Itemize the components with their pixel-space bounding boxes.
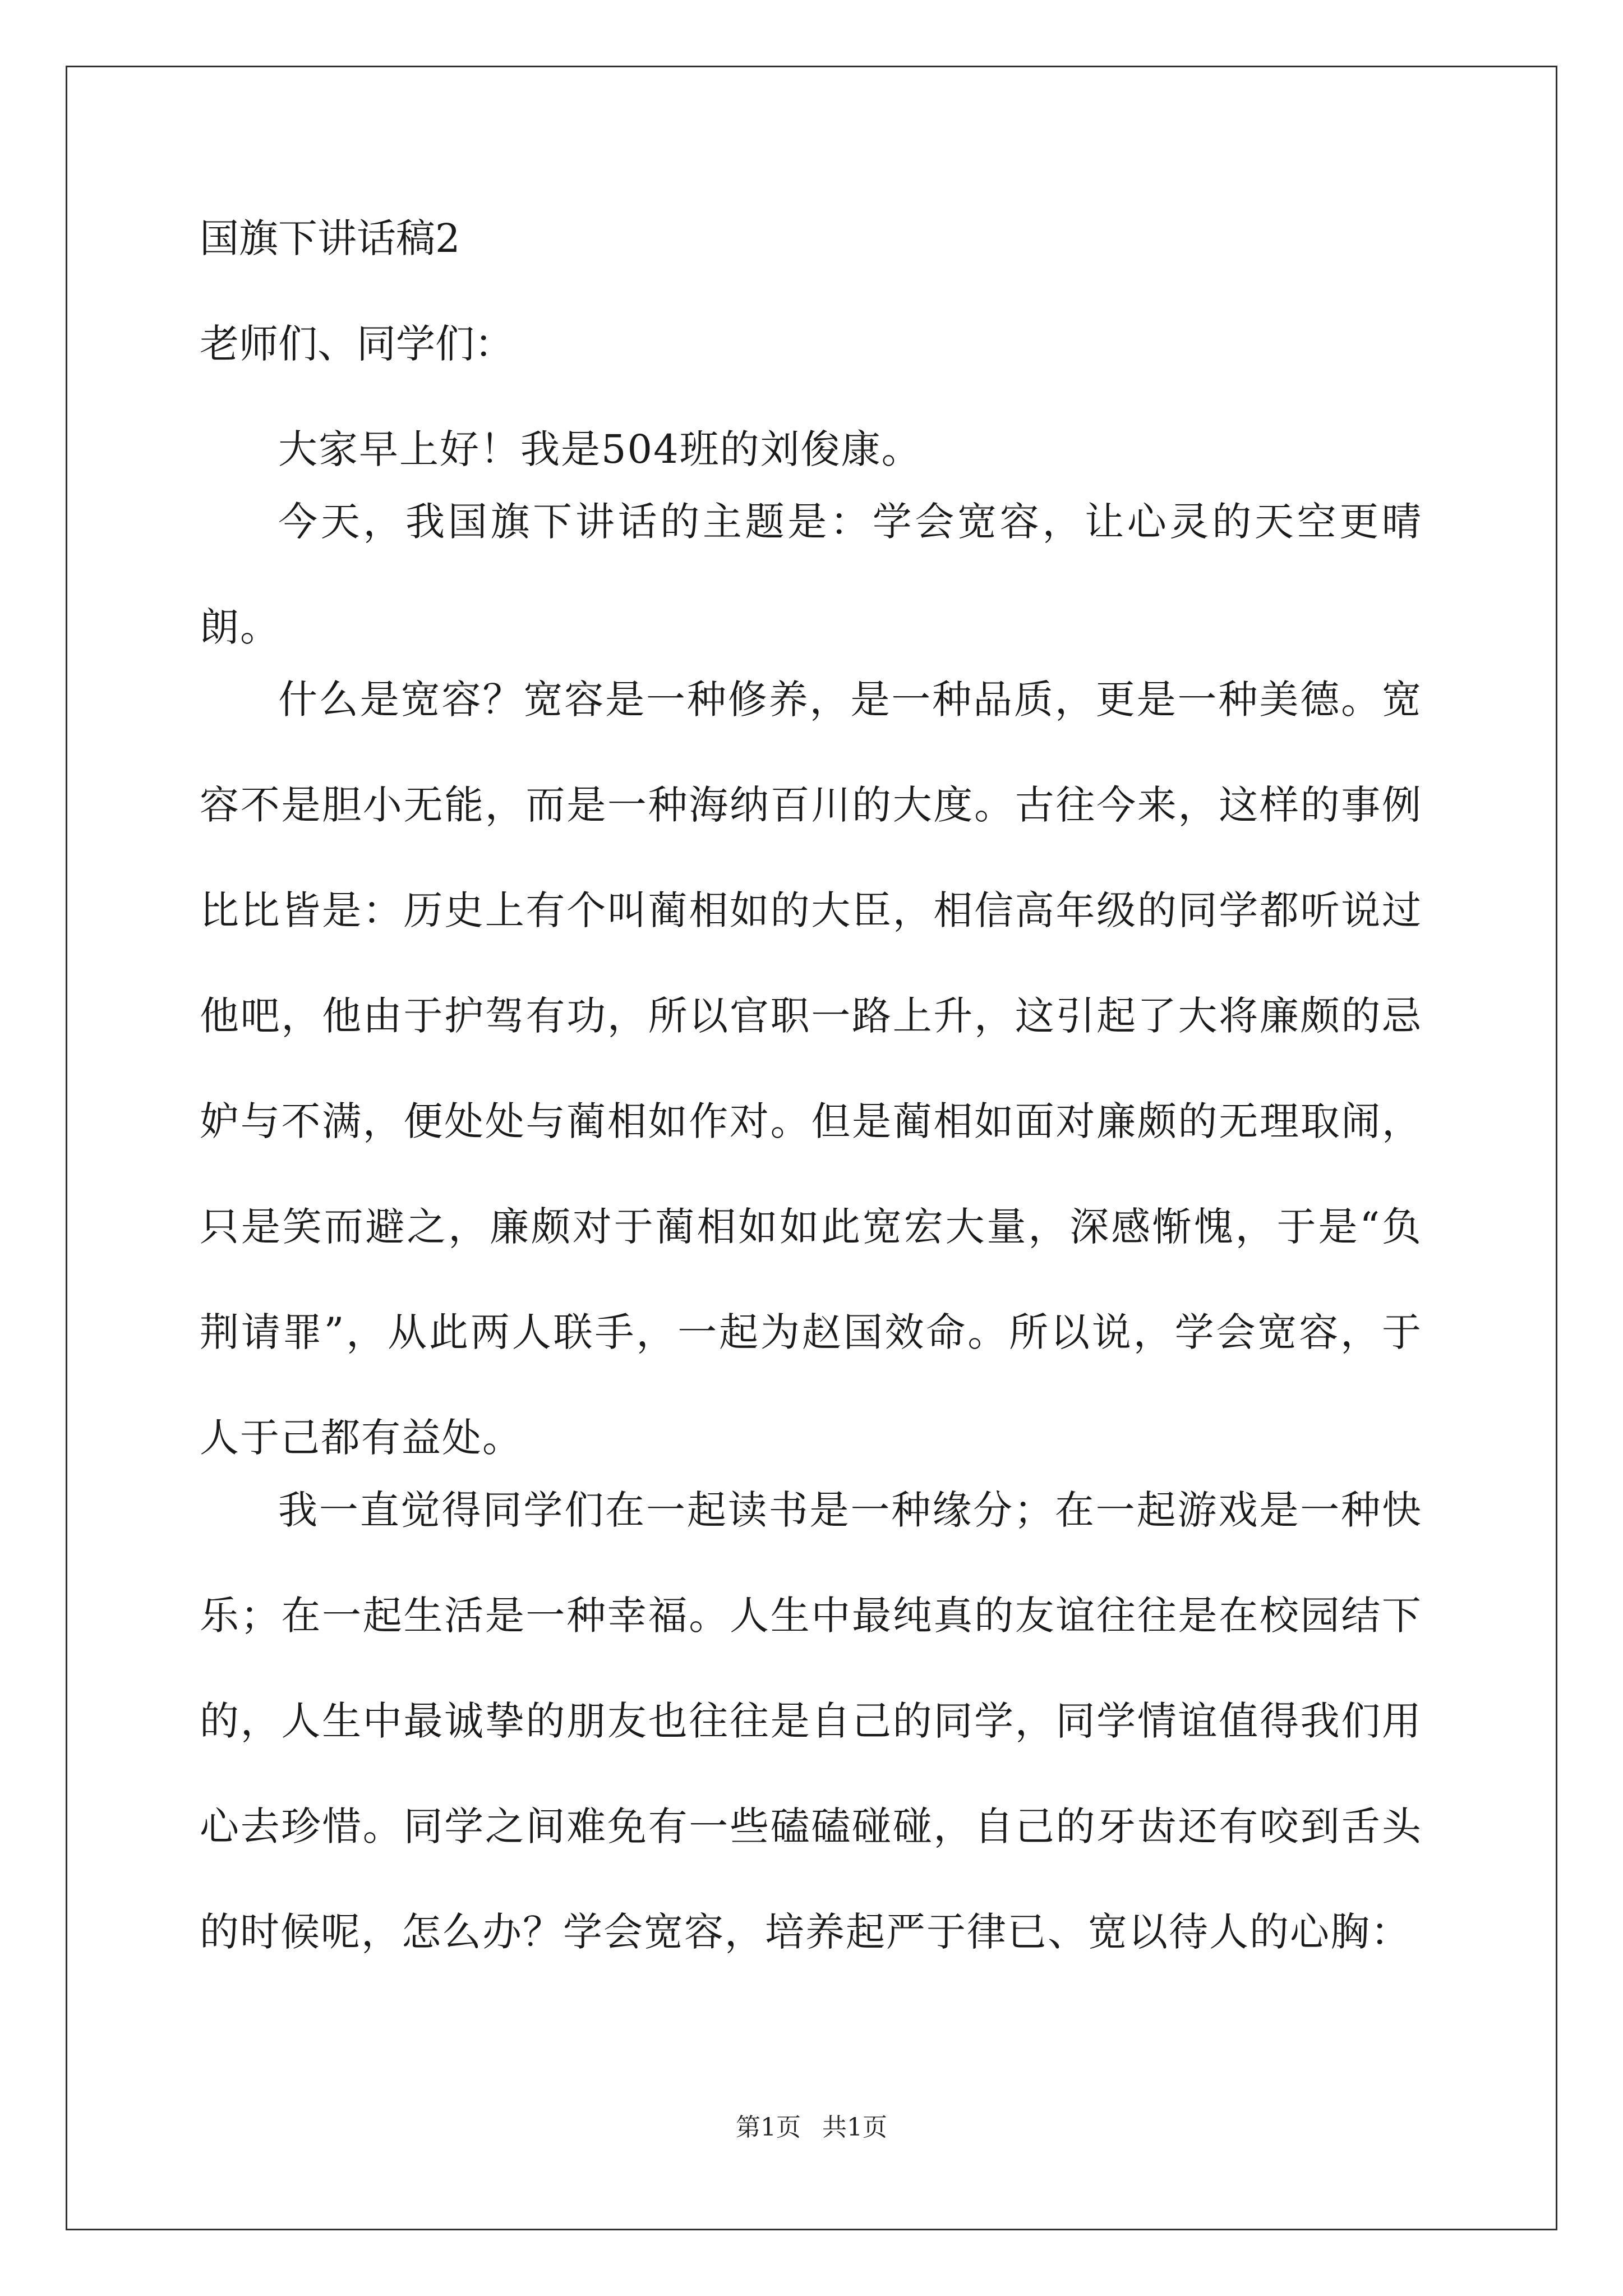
document-body [200, 215, 1422, 1985]
paragraph-2: 今天，我国旗下讲话的主题是：学会宽容，让心灵的天空更晴朗。 [200, 499, 1422, 650]
greeting: 老师们、同学们： [200, 321, 514, 367]
document-title: 国旗下讲话稿2 [200, 215, 460, 261]
page-number-current: 第1页 [736, 2113, 801, 2142]
page-number-total: 共1页 [822, 2113, 887, 2142]
paragraph-1: 大家早上好！我是504班的刘俊康。 [278, 426, 922, 472]
paragraph-4: 我一直觉得同学们在一起读书是一种缘分；在一起游戏是一种快乐；在一起生活是一种幸福。人生中最纯真的友谊往往是在校园结下的，人生中最诚挚的朋友也往往是自己的同学，同学情谊值得我们用心去珍惜。同学之间难免有一些磕磕碰碰，自己的牙齿还有咬到舌头的时候呢，怎么办？学会宽容，培养起严于律已、宽以待人的心胸： [200, 1487, 1422, 1955]
page-footer [0, 2114, 1623, 2142]
paragraph-3: 什么是宽容？宽容是一种修养，是一种品质，更是一种美德。宽容不是胆小无能，而是一种海纳百川的大度。古往今来，这样的事例比比皆是：历史上有个叫蔺相如的大臣，相信高年级的同学都听说过他吧，他由于护驾有功，所以官职一路上升，这引起了大将廉颇的忌妒与不满，便处处与蔺相如作对。但是蔺相如面对廉颇的无理取闹，只是笑而避之，廉颇对于蔺相如如此宽宏大量，深感惭愧，于是“负荆请罪”，从此两人联手，一起为赵国效命。所以说，学会宽容，于人于己都有益处。 [200, 677, 1422, 1461]
